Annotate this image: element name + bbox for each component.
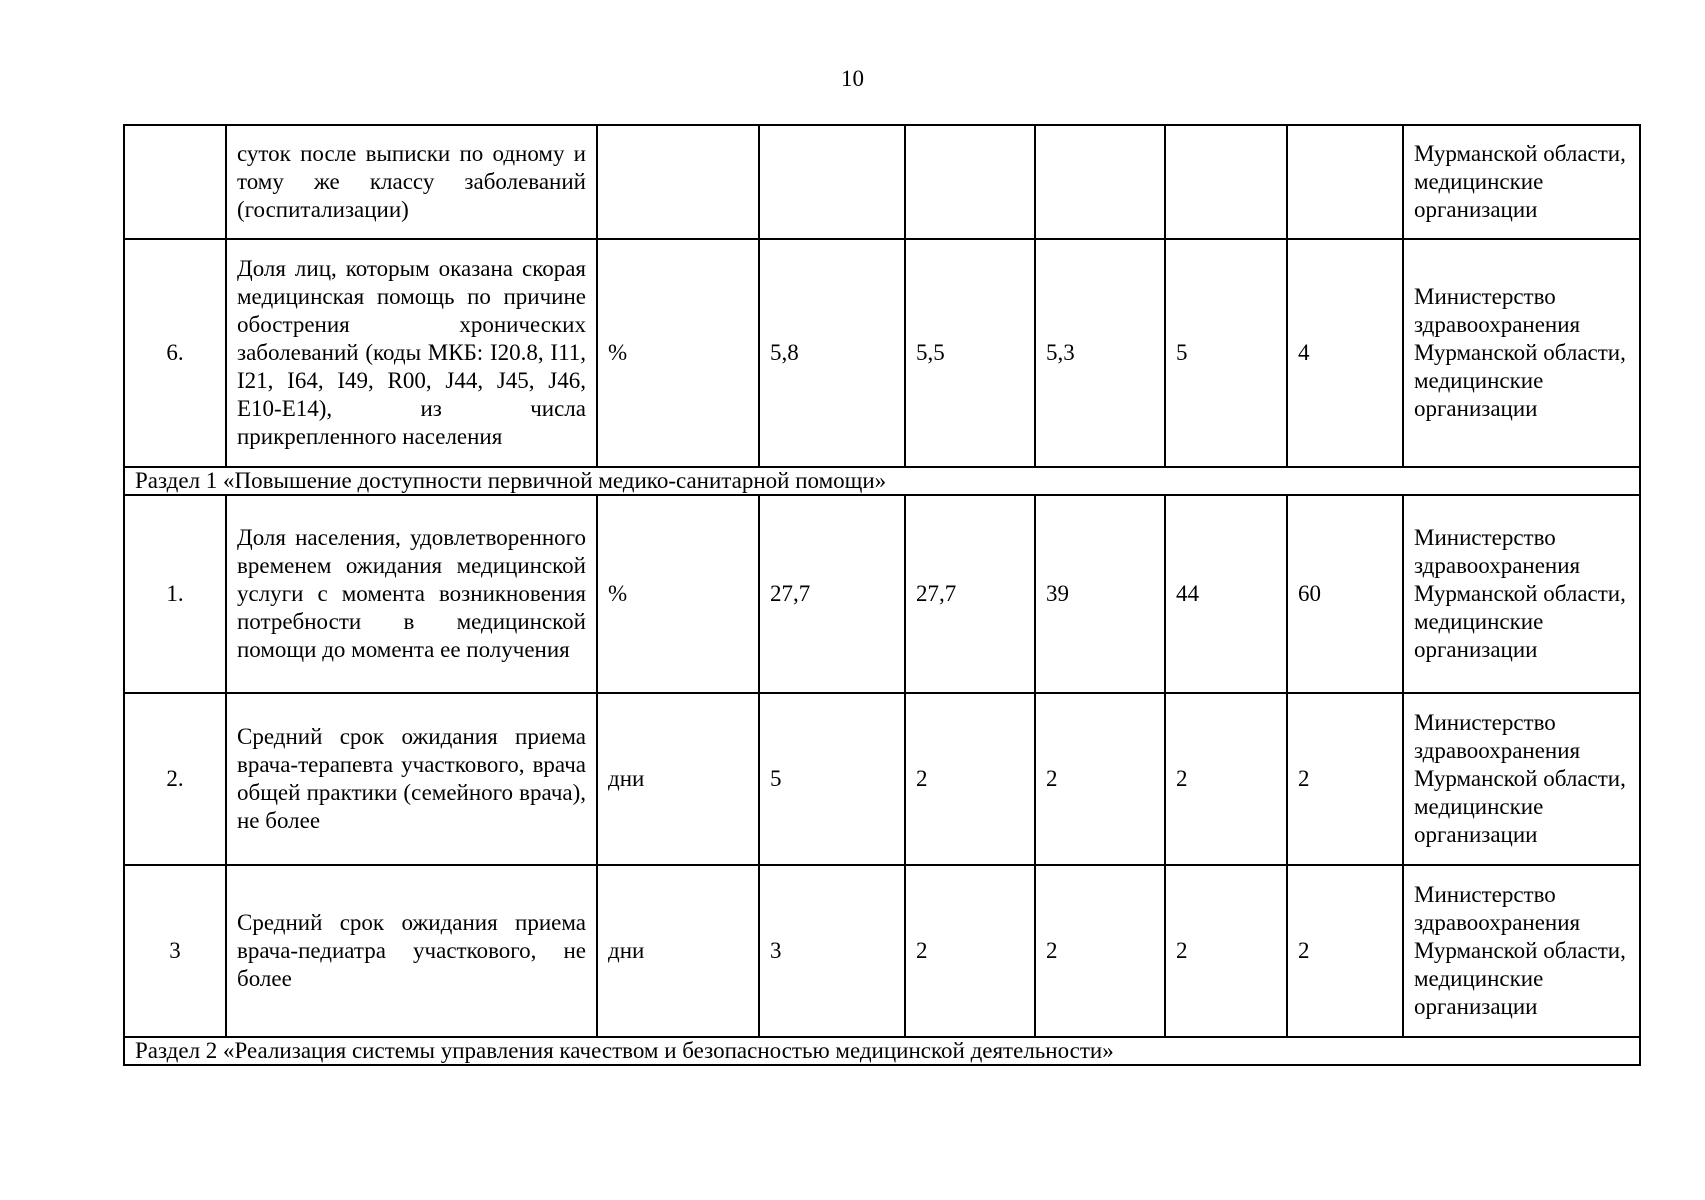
unit-cell: % [597,239,759,467]
table-row [124,495,1640,693]
unit-cell [597,125,759,239]
value-cell: 60 [1287,495,1403,693]
table-row [124,125,1640,239]
value-cell: 2 [1035,693,1165,865]
responsible-cell: Министерство здравоохранения Мурманской области, медицинские организации [1403,693,1640,865]
value-cell: 2 [1287,693,1403,865]
table-row [124,693,1640,865]
row-number: 2. [124,693,226,865]
value-cell: 2 [905,865,1035,1037]
responsible-cell: Министерство здравоохранения Мурманской области, медицинские организации [1403,239,1640,467]
value-cell [1287,125,1403,239]
value-cell: 5,3 [1035,239,1165,467]
responsible-cell: Министерство здравоохранения Мурманской области, медицинские организации [1403,865,1640,1037]
unit-cell: дни [597,693,759,865]
value-cell: 5,8 [759,239,905,467]
indicator-name: Средний срок ожидания приема врача-терапевта участкового, врача общей практики (семейного врача), не более [226,693,597,865]
row-number: 3 [124,865,226,1037]
value-cell [905,125,1035,239]
value-cell: 27,7 [905,495,1035,693]
indicator-name: Доля населения, удовлетворенного временем ожидания медицинской услуги с момента возникновения потребности в медицинской помощи до момента ее получения [226,495,597,693]
page-number: 10 [841,66,864,91]
value-cell: 4 [1287,239,1403,467]
value-cell [759,125,905,239]
indicators-table [123,124,1641,1066]
unit-cell: % [597,495,759,693]
section-header-row [124,467,1640,495]
value-cell: 39 [1035,495,1165,693]
value-cell: 3 [759,865,905,1037]
value-cell: 2 [905,693,1035,865]
row-number: 1. [124,495,226,693]
indicator-name: суток после выписки по одному и тому же классу заболеваний (госпитализации) [226,125,597,239]
value-cell [1165,125,1287,239]
table-row [124,239,1640,467]
value-cell: 2 [1287,865,1403,1037]
indicator-name: Доля лиц, которым оказана скорая медицинская помощь по причине обострения хронических заболеваний (коды МКБ: I20.8, I11, I21, I64, I49, R00, J44, J45, J46, E10-E14), из числа прикрепленного населения [226,239,597,467]
table-row [124,865,1640,1037]
section-2-title: Раздел 2 «Реализация системы управления качеством и безопасностью медицинской деятельности» [124,1037,1640,1065]
value-cell: 5 [759,693,905,865]
value-cell: 5 [1165,239,1287,467]
value-cell: 2 [1165,865,1287,1037]
section-header-row [124,1037,1640,1065]
row-number [124,125,226,239]
section-1-title: Раздел 1 «Повышение доступности первичной медико-санитарной помощи» [124,467,1640,495]
responsible-cell: Министерство здравоохранения Мурманской области, медицинские организации [1403,495,1640,693]
value-cell: 5,5 [905,239,1035,467]
value-cell: 2 [1035,865,1165,1037]
unit-cell: дни [597,865,759,1037]
value-cell: 44 [1165,495,1287,693]
value-cell [1035,125,1165,239]
row-number: 6. [124,239,226,467]
responsible-cell: Мурманской области, медицинские организации [1403,125,1640,239]
value-cell: 2 [1165,693,1287,865]
value-cell: 27,7 [759,495,905,693]
indicator-name: Средний срок ожидания приема врача-педиатра участкового, не более [226,865,597,1037]
